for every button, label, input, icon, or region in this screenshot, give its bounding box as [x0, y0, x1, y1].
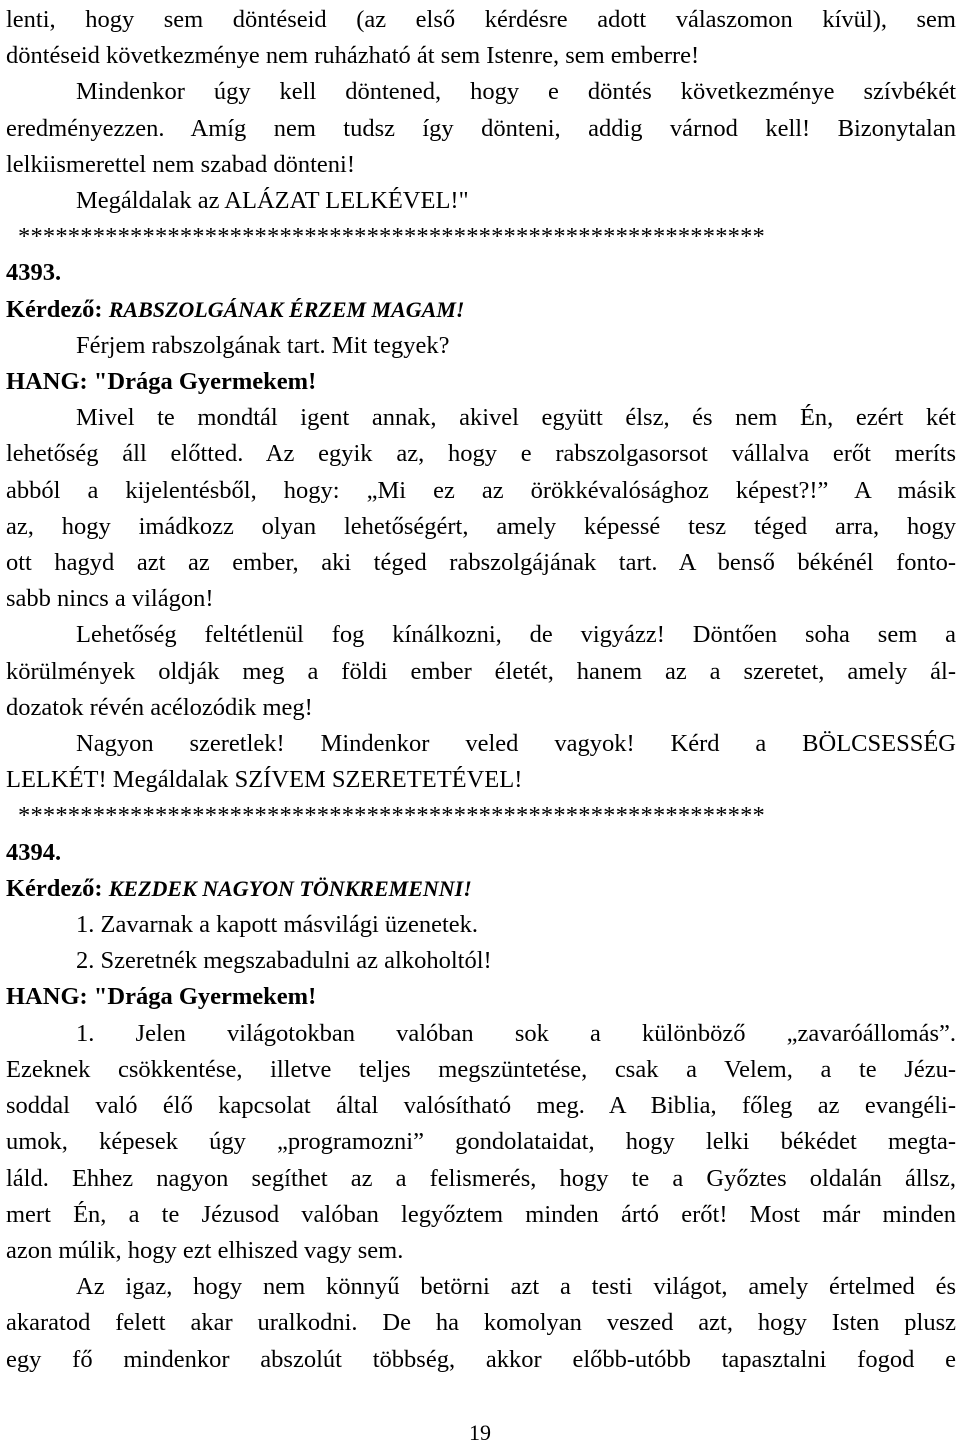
text-line: körülmények oldják meg a földi ember életét, hanem az a szeretet, amely ál- — [6, 657, 956, 685]
text-line: döntéseid következménye nem ruházható át sem Istenre, sem emberre! — [6, 42, 700, 70]
text-line: sabb nincs a világon! — [6, 585, 214, 613]
message-number: 4394. — [6, 838, 62, 866]
text-line: Ezeknek csökkentése, illetve teljes megszüntetése, csak a Velem, a te Jézu- — [6, 1055, 956, 1083]
text-line: akaratod felett akar uralkodni. De ha komolyan veszed azt, hogy Isten plusz — [6, 1309, 956, 1337]
document-page — [6, 2, 956, 1378]
text-line: dozatok révén acélozódik meg! — [6, 693, 313, 721]
questioner-label: Kérdező: — [6, 295, 103, 323]
separator-stars: ************************************************************ — [18, 223, 765, 251]
text-line: LELKÉT! Megáldalak SZÍVEM SZERETETÉVEL! — [6, 766, 523, 794]
text-line: mert Én, a te Jézusod valóban legyőztem minden ártó erőt! Most már minden — [6, 1200, 956, 1228]
text-line: 2. Szeretnék megszabadulni az alkoholtól! — [76, 947, 492, 975]
text-line: Mindenkor úgy kell döntened, hogy e döntés következménye szívbékét — [76, 78, 956, 106]
text-line: 1. Jelen világotokban valóban sok a különböző „zavaróállomás”. — [76, 1019, 956, 1047]
question-title: KEZDEK NAGYON TÖNKREMENNI! — [108, 875, 472, 901]
text-line: azon múlik, hogy ezt elhiszed vagy sem. — [6, 1236, 404, 1264]
page-number: 19 — [469, 1420, 491, 1445]
text-line: Férjem rabszolgának tart. Mit tegyek? — [76, 331, 450, 359]
answer-header: HANG: "Drága Gyermekem! — [6, 983, 317, 1011]
text-line: Nagyon szeretlek! Mindenkor veled vagyok! Kérd a BÖLCSESSÉG — [76, 730, 956, 758]
text-line: abból a kijelentésből, hogy: „Mi ez az örökkévalósághoz képest?!” A másik — [6, 476, 956, 504]
text-line: eredményezzen. Amíg nem tudsz így dönteni, addig várnod kell! Bizonytalan — [6, 114, 956, 142]
text-line: Mivel te mondtál igent annak, akivel együtt élsz, és nem Én, ezért két — [76, 404, 956, 432]
text-line: ott hagyd azt az ember, aki téged rabszolgájának tart. A benső békénél fonto- — [6, 549, 956, 577]
text-line: az, hogy imádkozz olyan lehetőségért, amely képessé tesz téged arra, hogy — [6, 512, 956, 540]
message-number: 4393. — [6, 259, 62, 287]
text-line: lehetőség áll előtted. Az egyik az, hogy e rabszolgasorsot vállalva erőt meríts — [6, 440, 956, 468]
questioner-label: Kérdező: — [6, 874, 103, 902]
blessing-line: Megáldalak az ALÁZAT LELKÉVEL!" — [76, 187, 469, 215]
text-line: egy fő mindenkor abszolút többség, akkor előbb-utóbb tapasztalni fogod e — [6, 1345, 956, 1373]
text-line: lelkiismerettel nem szabad dönteni! — [6, 150, 356, 178]
question-title: RABSZOLGÁNAK ÉRZEM MAGAM! — [108, 296, 465, 322]
answer-header: HANG: "Drága Gyermekem! — [6, 368, 317, 396]
separator-stars: ************************************************************ — [18, 802, 765, 830]
text-line: 1. Zavarnak a kapott másvilági üzenetek. — [76, 911, 479, 939]
text-line: lenti, hogy sem döntéseid (az első kérdésre adott válaszomon kívül), sem — [6, 6, 956, 33]
question-header — [6, 292, 956, 328]
text-line: Lehetőség feltétlenül fog kínálkozni, de vigyázz! Döntően soha sem a — [76, 621, 956, 649]
text-line: láld. Ehhez nagyon segíthet az a felismerés, hogy te a Győztes oldalán állsz, — [6, 1164, 956, 1192]
question-header — [6, 871, 956, 907]
text-line: Az igaz, hogy nem könnyű betörni azt a testi világot, amely értelmed és — [76, 1273, 956, 1301]
text-line: soddal való élő kapcsolat által valósítható meg. A Biblia, főleg az evangéli- — [6, 1092, 956, 1120]
text-line: umok, képesek úgy „programozni” gondolataidat, hogy lelki békédet megta- — [6, 1128, 956, 1156]
